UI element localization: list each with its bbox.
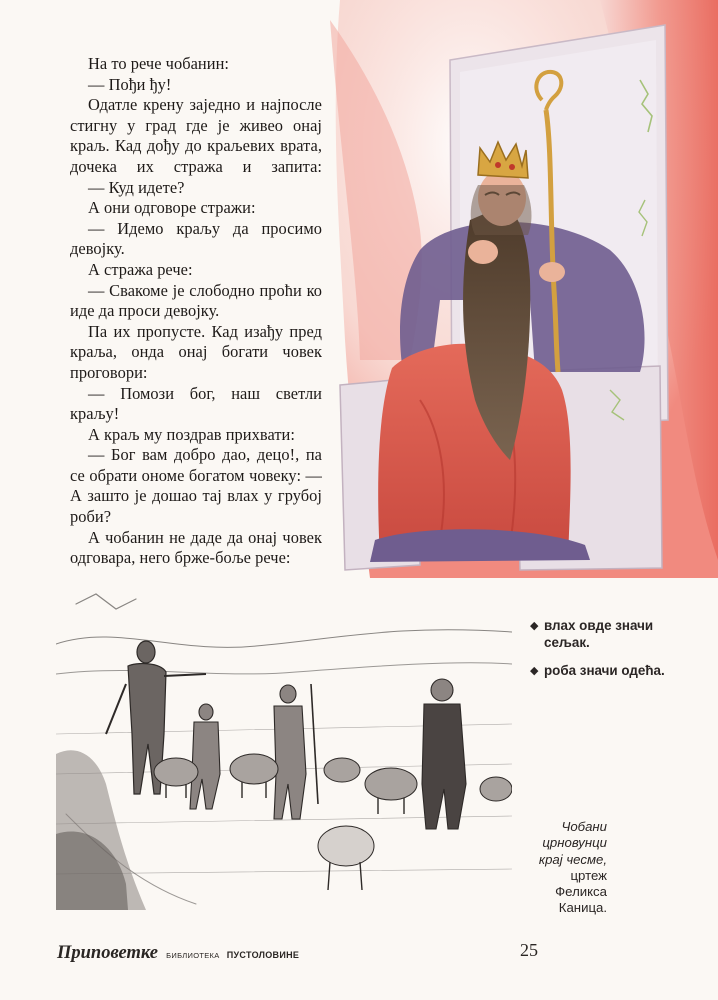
paragraph-13: А чобанин не даде да онај човек одговара, него брже-боље рече: xyxy=(70,527,322,568)
story-text xyxy=(70,54,322,569)
paragraph-5: А они одговоре стражи: xyxy=(88,198,256,218)
paragraph-10: — Помози бог, наш светли краљу! xyxy=(70,383,322,424)
diamond-bullet-icon: ◆ xyxy=(530,665,539,677)
caption-credit: цртеж Феликса Каница. xyxy=(555,867,607,916)
paragraph-9: Па их пропусте. Кад изађу пред краља, онда онај богати човек проговори: xyxy=(70,321,322,382)
sketch-caption xyxy=(527,819,607,917)
footer-series xyxy=(57,943,299,964)
paragraph-7: А стража рече: xyxy=(88,259,193,279)
page-number: 25 xyxy=(520,940,538,960)
glossary-text: роба значи одећа. xyxy=(544,663,665,678)
glossary-notes xyxy=(530,618,690,692)
paragraph-6: — Идемо краљу да просимо девојку. xyxy=(70,218,322,259)
caption-title: Чобани црновунци крај чесме, xyxy=(538,819,607,867)
series-title: Приповетке xyxy=(57,943,158,963)
paragraph-11: А краљ му поздрав прихвати: xyxy=(88,424,295,444)
paragraph-3: Одатле крену заједно и најпосле стигну у град где је живео онај краљ. Кад дођу до краљевих врата, дочека их стража и запита: xyxy=(70,95,322,176)
diamond-bullet-icon: ◆ xyxy=(530,620,539,632)
glossary-text: влах овде значи сељак. xyxy=(544,618,654,650)
glossary-item xyxy=(530,618,690,651)
series-name: ПУСТОЛОВИНЕ xyxy=(226,950,300,960)
library-label: БИБЛИОТЕКА xyxy=(166,951,220,960)
king-on-throne-illustration xyxy=(300,0,718,578)
paragraph-2: — Пођи ђу! xyxy=(88,74,172,94)
glossary-item xyxy=(530,663,690,680)
shepherds-sketch-illustration xyxy=(56,584,512,910)
paragraph-12: — Бог вам добро дао, децо!, па се обрати ономе богатом човеку: — А зашто је дошао тај влах у грубој роби? xyxy=(70,445,322,527)
paragraph-4: — Куд идете? xyxy=(88,177,185,197)
paragraph-8: — Свакоме је слободно проћи ко иде да проси девојку. xyxy=(70,280,322,321)
paragraph-1: На то рече чобанин: xyxy=(88,54,229,73)
